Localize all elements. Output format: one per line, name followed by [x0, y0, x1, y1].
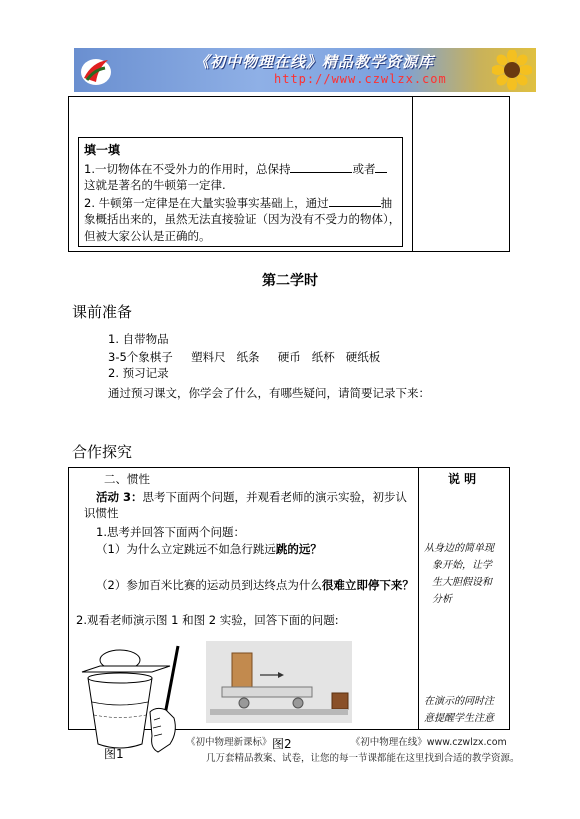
activity-line-2: 识惯性 — [84, 506, 119, 520]
section-label: 二、惯性 — [104, 472, 150, 486]
prep-item-1: 1. 自带物品 — [108, 332, 169, 346]
note-header: 说 明 — [448, 472, 477, 486]
materials-list: 3-5个象棋子 塑料尺 纸条 硬币 纸杯 硬纸板 — [108, 350, 381, 364]
answer-blank-2[interactable] — [375, 160, 387, 173]
figure-2-photo — [206, 641, 352, 723]
banner-title: 《初中物理在线》精品教学资源库 — [194, 53, 435, 71]
lesson-title: 第二学时 — [262, 273, 318, 289]
fill-in-line-4: 象概括出来的，虽然无法直接验证（因为没有不受力的物体）， — [84, 212, 401, 226]
table-bottom-border — [68, 251, 510, 252]
prep-heading: 课前准备 — [72, 303, 133, 321]
coop-table-top — [68, 467, 510, 468]
footer-line-2: 几万套精品教案、试卷，让您的每一节课都能在这里找到合适的教学资源。 — [206, 753, 520, 764]
fill-in-line-3: 2. 牛顿第一定律是在大量实验事实基础上，通过 抽 — [84, 196, 393, 210]
answer-blank-3[interactable] — [329, 194, 381, 207]
coop-table-right — [509, 467, 510, 730]
site-logo-icon — [78, 52, 114, 88]
coop-heading: 合作探究 — [72, 443, 133, 461]
coop-table-divider — [418, 467, 419, 730]
fill-in-heading: 填一填 — [84, 143, 121, 157]
prep-instruction: 通过预习课文，你学会了什么，有哪些疑问，请简要记录下来： — [108, 386, 430, 400]
fill-in-line-1: 1.一切物体在不受外力的作用时，总保持 或者 — [84, 160, 387, 177]
coop-table-left — [68, 467, 69, 730]
fill-in-line-2: 这就是著名的牛顿第一定律. — [84, 178, 226, 192]
question-2: （2）参加百米比赛的运动员到达终点为什么很难立即停下来？ — [96, 578, 414, 592]
teaching-note-1: 从身边的简单现 象开始，让学 生大胆假设和 分析 — [424, 543, 494, 605]
footer-line-1: 《初中物理新课标》 《初中物理在线》www.czwlzx.com — [186, 737, 507, 748]
teaching-note-2: 在演示的同时注 意提醒学生注意 — [424, 696, 494, 724]
figure-1-caption: 图1 — [104, 747, 124, 761]
table-top-border — [68, 96, 510, 97]
question-1: （1）为什么立定跳远不如急行跳远跳的远？ — [96, 542, 322, 556]
answer-blank-1[interactable] — [290, 160, 352, 173]
table-left-border — [68, 96, 69, 252]
banner-url[interactable]: http://www.czwlzx.com — [274, 72, 447, 86]
table-divider — [412, 96, 413, 252]
header-banner — [74, 48, 536, 92]
activity-line: 活动 3：思考下面两个问题，并观看老师的演示实验，初步认 — [96, 490, 408, 504]
figure-2-caption: 图2 — [272, 737, 292, 751]
demo-instruction: 2.观看老师演示图 1 和图 2 实验，回答下面的问题: — [76, 613, 339, 627]
fill-in-line-5: 但被大家公认是正确的。 — [84, 229, 211, 243]
question-intro: 1.思考并回答下面两个问题： — [96, 525, 245, 539]
prep-item-2: 2. 预习记录 — [108, 366, 169, 380]
sunflower-icon — [492, 50, 532, 90]
table-right-border — [509, 96, 510, 252]
